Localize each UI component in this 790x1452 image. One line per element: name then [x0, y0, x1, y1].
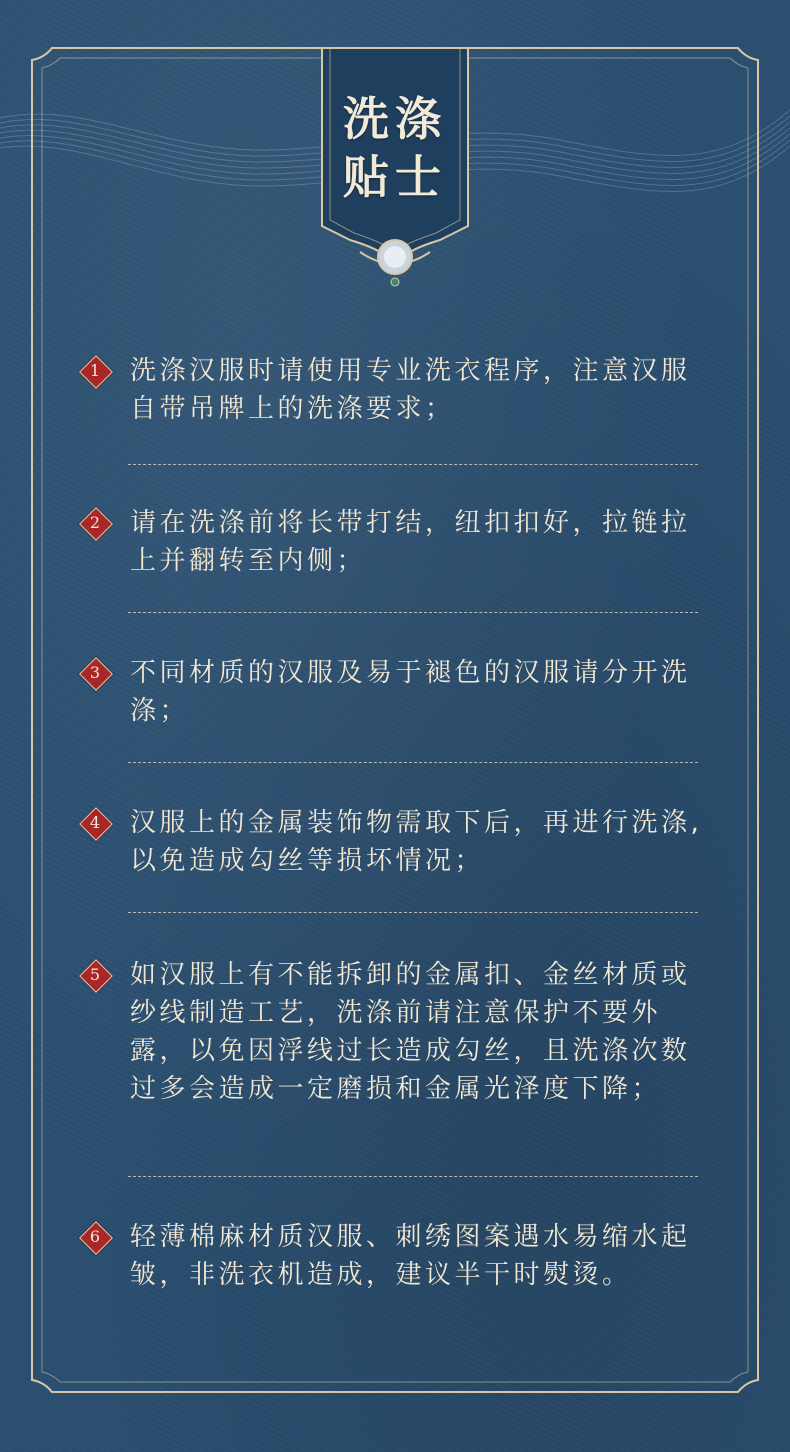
tip-text: 轻薄棉麻材质汉服、刺绣图案遇水易缩水起皱，非洗衣机造成，建议半干时熨烫。: [130, 1222, 691, 1290]
marker-number: 4: [89, 813, 101, 832]
marker-number: 6: [89, 1227, 101, 1246]
number-marker: [78, 354, 112, 388]
dashed-divider: [128, 912, 698, 913]
marker-number: 1: [89, 361, 101, 380]
dashed-divider: [128, 762, 698, 763]
number-marker: [78, 958, 112, 992]
marker-number: 2: [89, 513, 101, 532]
number-marker: [78, 1220, 112, 1254]
number-marker: [78, 656, 112, 690]
dashed-divider: [128, 1176, 698, 1177]
dashed-divider: [128, 612, 698, 613]
tip-text: 如汉服上有不能拆卸的金属扣、金丝材质或纱线制造工艺，洗涤前请注意保护不要外露，以免因浮线过长造成勾丝，且洗涤次数过多会造成一定磨损和金属光泽度下降；: [130, 960, 691, 1104]
title-line1: 洗涤: [343, 92, 447, 146]
number-marker: [78, 506, 112, 540]
tip-text: 汉服上的金属装饰物需取下后，再进行洗涤,以免造成勾丝等损坏情况；: [130, 808, 703, 876]
marker-number: 5: [89, 965, 101, 984]
marker-number: 3: [89, 663, 101, 682]
tip-text: 洗涤汉服时请使用专业洗衣程序，注意汉服自带吊牌上的洗涤要求；: [130, 356, 691, 424]
tip-text: 请在洗涤前将长带打结，纽扣扣好，拉链拉上并翻转至内侧；: [130, 508, 691, 576]
tip-text: 不同材质的汉服及易于褪色的汉服请分开洗涤；: [130, 658, 691, 726]
dashed-divider: [128, 464, 698, 465]
title-line2: 贴士: [343, 150, 447, 204]
number-marker: [78, 806, 112, 840]
